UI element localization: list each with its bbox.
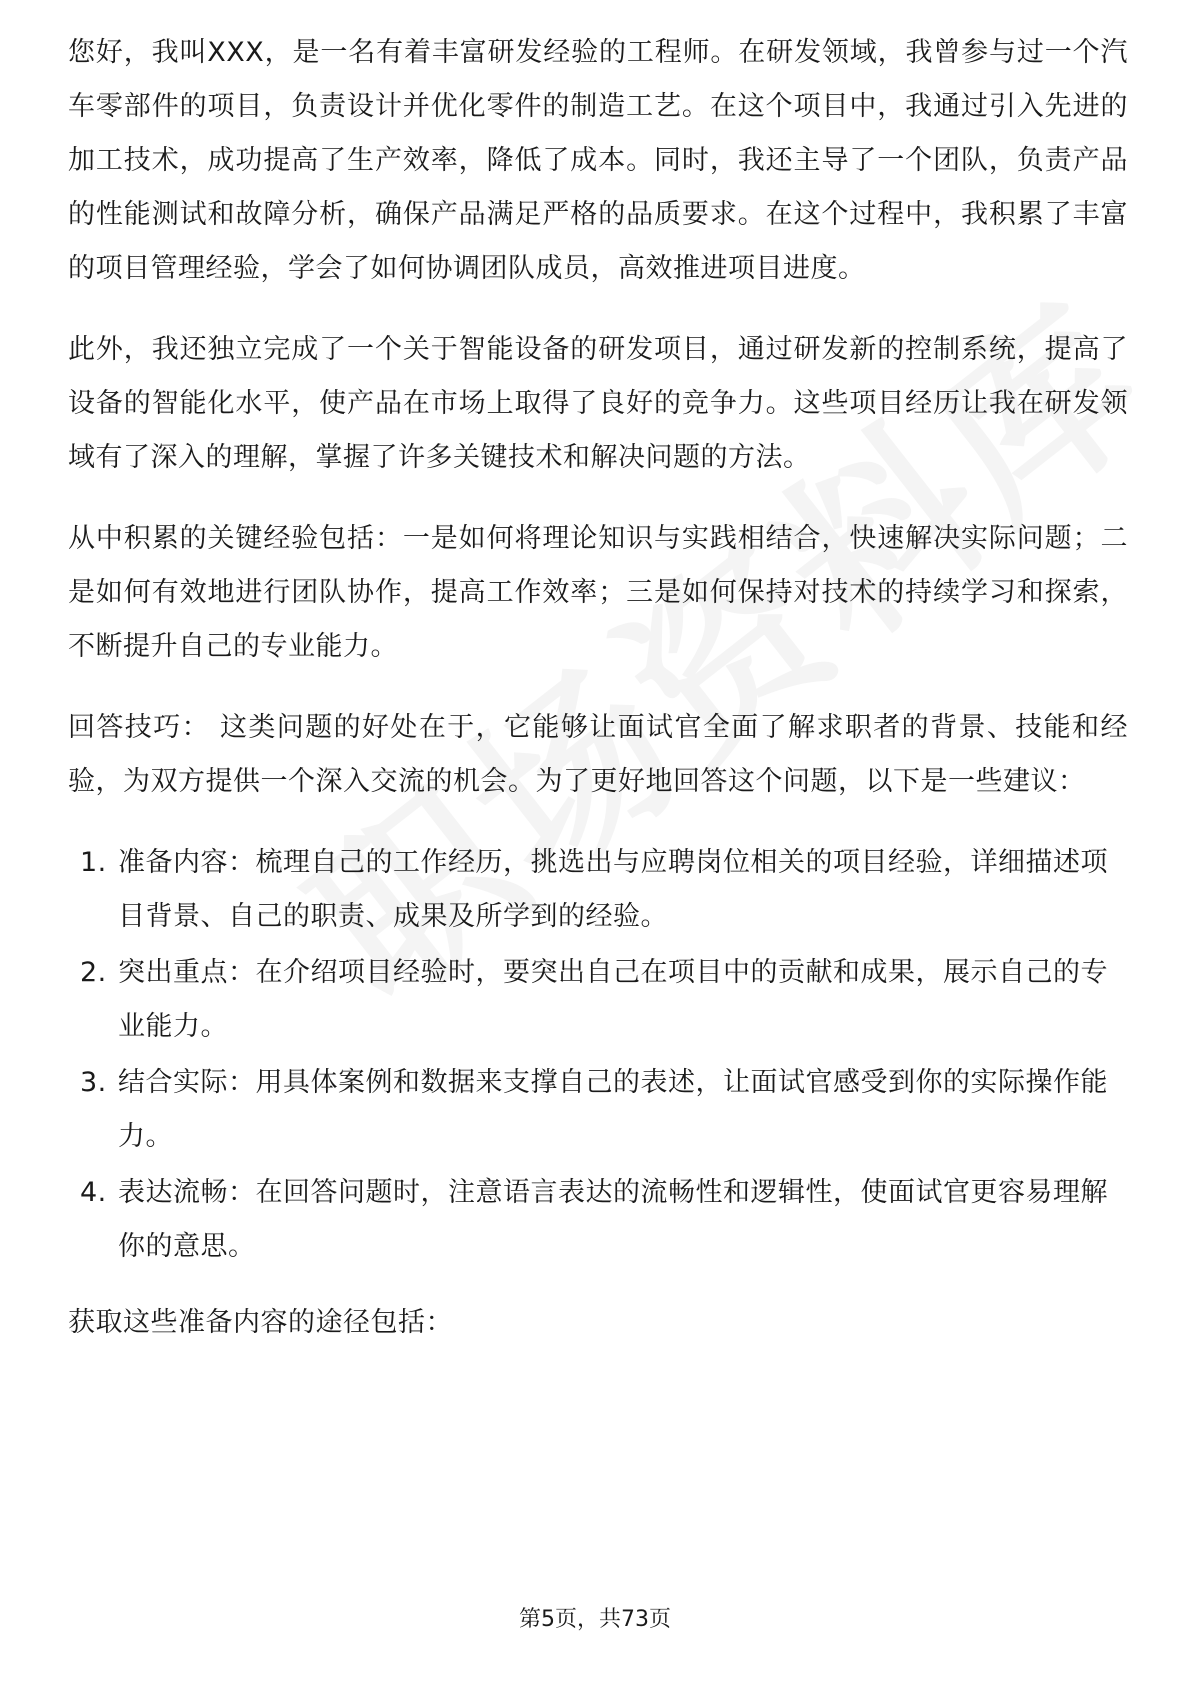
- paragraph-closing: 获取这些准备内容的途径包括：: [68, 1307, 453, 1338]
- document-body: [68, 26, 1128, 1350]
- list-item-number: 4.: [80, 1177, 107, 1208]
- list-item-text: 准备内容：梳理自己的工作经历，挑选出与应聘岗位相关的项目经验，详细描述项目背景、自己的职责、成果及所学到的经验。: [118, 847, 1108, 932]
- list-item: [68, 836, 1128, 944]
- list-item-number: 3.: [80, 1067, 107, 1098]
- list-item-text: 结合实际：用具体案例和数据来支撑自己的表述，让面试官感受到你的实际操作能力。: [118, 1067, 1108, 1152]
- paragraph-project: 此外，我还独立完成了一个关于智能设备的研发项目，通过研发新的控制系统，提高了设备的智能化水平，使产品在市场上取得了良好的竞争力。这些项目经历让我在研发领域有了深入的理解，掌握了许多关键技术和解决问题的方法。: [68, 334, 1128, 473]
- paragraph-intro: 您好，我叫XXX，是一名有着丰富研发经验的工程师。在研发领域，我曾参与过一个汽车零部件的项目，负责设计并优化零件的制造工艺。在这个项目中，我通过引入先进的加工技术，成功提高了生产效率，降低了成本。同时，我还主导了一个团队，负责产品的性能测试和故障分析，确保产品满足严格的品质要求。在这个过程中，我积累了丰富的项目管理经验，学会了如何协调团队成员，高效推进项目进度。: [68, 37, 1128, 284]
- list-item-number: 1.: [80, 847, 107, 878]
- paragraph-experience: 从中积累的关键经验包括：一是如何将理论知识与实践相结合，快速解决实际问题；二是如何有效地进行团队协作，提高工作效率；三是如何保持对技术的持续学习和探索，不断提升自己的专业能力。: [68, 523, 1128, 662]
- paragraph-answer-tips: 回答技巧： 这类问题的好处在于，它能够让面试官全面了解求职者的背景、技能和经验，为双方提供一个深入交流的机会。为了更好地回答这个问题，以下是一些建议：: [68, 712, 1128, 797]
- list-item-text: 突出重点：在介绍项目经验时，要突出自己在项目中的贡献和成果，展示自己的专业能力。: [118, 957, 1108, 1042]
- list-item: [68, 1166, 1128, 1274]
- page-footer: 第5页，共73页: [519, 1607, 671, 1632]
- list-item: [68, 946, 1128, 1054]
- list-item-text: 表达流畅：在回答问题时，注意语言表达的流畅性和逻辑性，使面试官更容易理解你的意思。: [118, 1177, 1108, 1262]
- list-item-number: 2.: [80, 957, 107, 988]
- list-item: [68, 1056, 1128, 1164]
- tips-list: [68, 836, 1128, 1274]
